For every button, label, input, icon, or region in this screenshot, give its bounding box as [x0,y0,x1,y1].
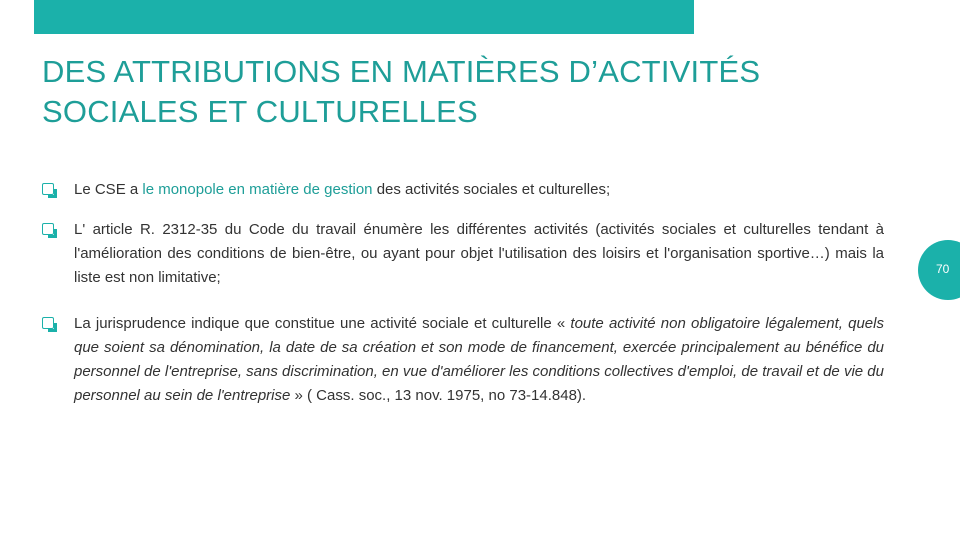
bullet-text-before: La jurisprudence indique que constitue une activité sociale et culturelle « [74,315,571,332]
bullet-quote: toute activité non obligatoire légalement, quels que soient sa dénomination, la date de sa création et son mode de financement, exercée principalement au bénéfice du personnel de l'entreprise, sans discrimination, en vue d'améliorer les conditions collectives d'emploi, de travail et de vie du personnel au sein de l'entreprise [74,315,884,404]
bullet-highlight: le monopole en matière de gestion [142,181,373,198]
bullet-item-article [42,218,884,290]
bullet-item-jurisprudence [42,312,884,408]
checkbox-bullet-icon [42,223,54,235]
slide-title [42,52,842,132]
bullet-text-before: Le CSE a [74,181,143,198]
bullet-text-after: des activités sociales et culturelles; [372,181,611,198]
slide-title-line-2: SOCIALES ET CULTURELLES [42,94,478,129]
bullet-item-cse-monopole [42,178,884,202]
page-number: 70 [936,262,950,276]
bullet-list [42,178,884,424]
top-accent-bar [34,0,694,34]
checkbox-bullet-icon [42,317,54,329]
checkbox-bullet-icon [42,183,54,195]
bullet-text-after: » ( Cass. soc., 13 nov. 1975, no 73-14.848). [290,387,587,404]
bullet-text: L' article R. 2312-35 du Code du travail énumère les différentes activités (activités sociales et culturelles tendant à l'amélioration des conditions de bien-être, ou ayant pour objet l'utilisation des loisirs et l'organisation sportive…) mais la liste est non limitative; [74,221,884,286]
slide-title-line-1: DES ATTRIBUTIONS EN MATIÈRES D’ACTIVITÉS [42,54,761,89]
